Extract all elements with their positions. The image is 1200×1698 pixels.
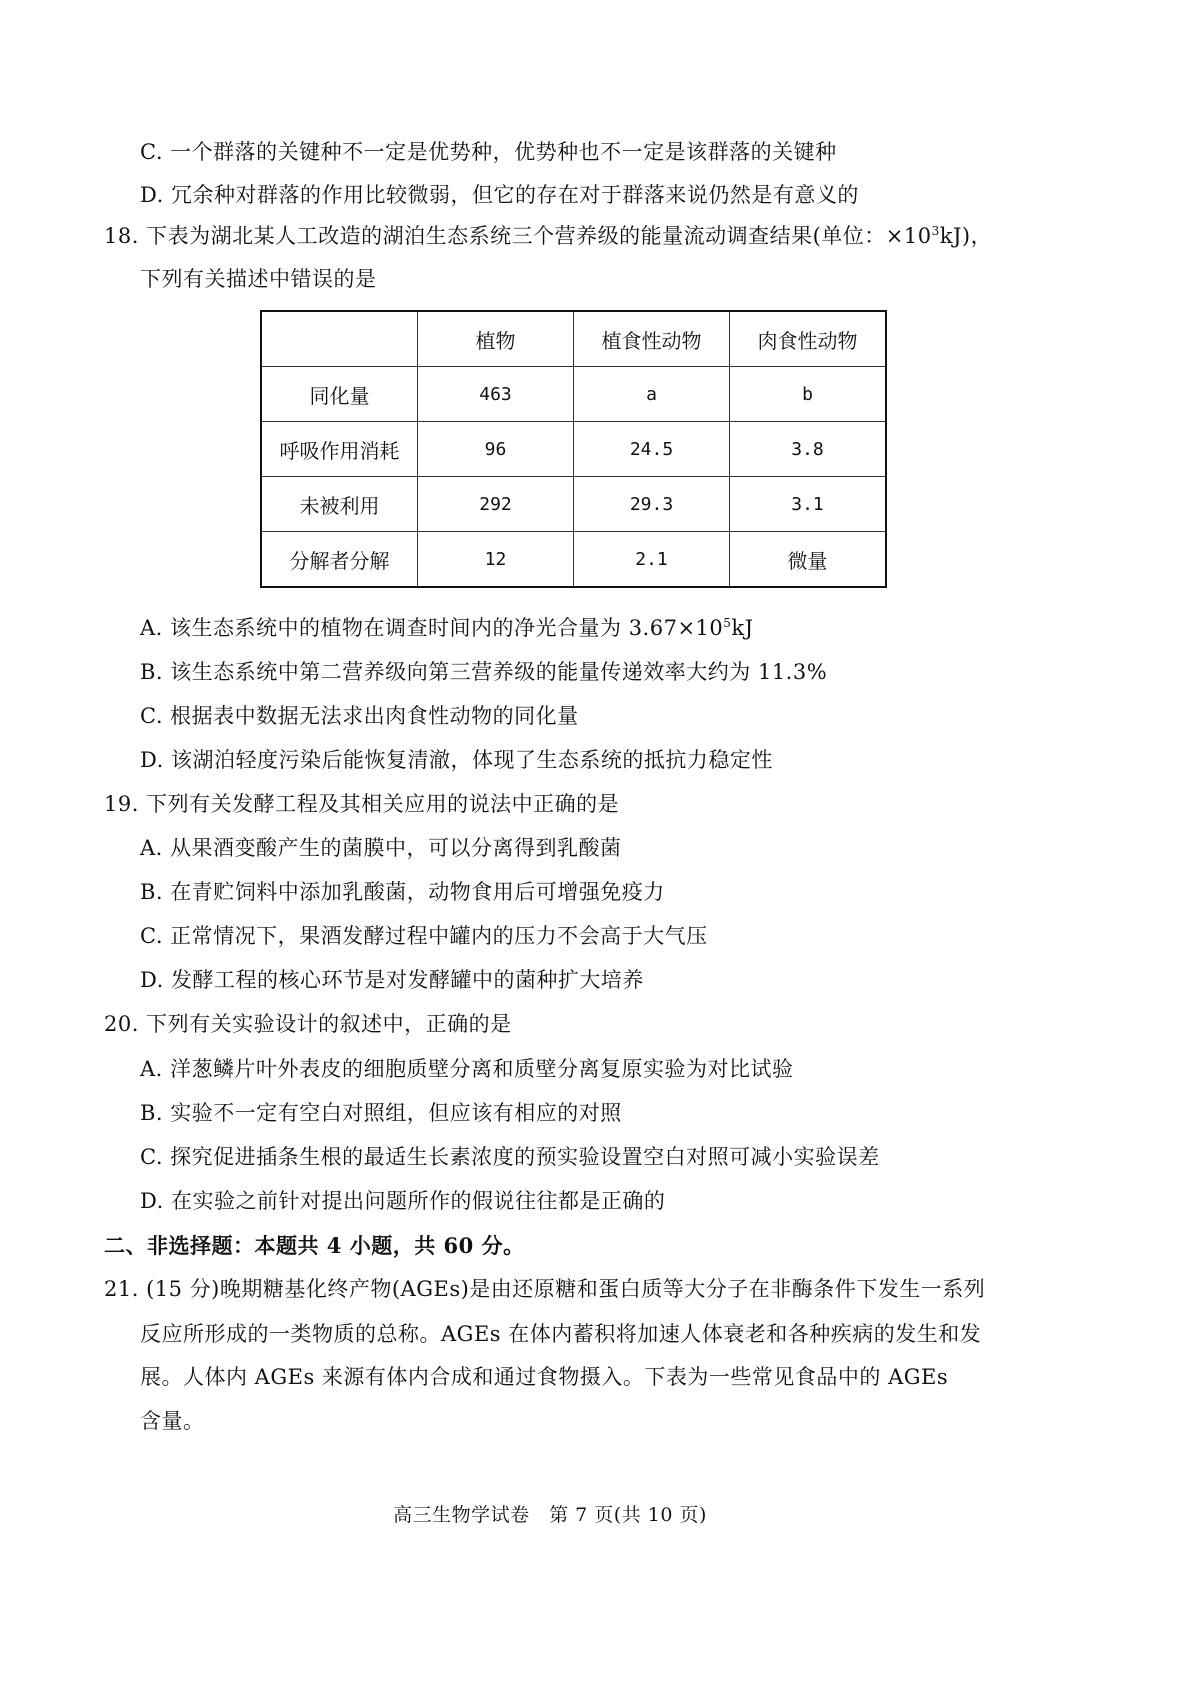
- table-cell: b: [730, 367, 887, 422]
- q21-line: 反应所形成的一类物质的总称。AGEs 在体内蓄积将加速人体衰老和各种疾病的发生和发: [140, 1322, 982, 1346]
- table-cell: a: [574, 367, 730, 422]
- table-row: [261, 422, 886, 477]
- q18-option-a: [140, 612, 754, 642]
- q18-option-a-text: A. 该生态系统中的植物在调查时间内的净光合量为 3.67×10: [140, 616, 724, 640]
- table-row: [261, 477, 886, 532]
- q18-option-c: C. 根据表中数据无法求出肉食性动物的同化量: [140, 704, 579, 728]
- q18-stem-unit: kJ)，: [939, 224, 993, 248]
- page-footer: 高三生物学试卷 第 7 页(共 10 页): [393, 1504, 707, 1526]
- table-row: [261, 367, 886, 422]
- q20-stem: 20. 下列有关实验设计的叙述中，正确的是: [104, 1012, 512, 1036]
- q20-option-c: C. 探究促进插条生根的最适生长素浓度的预实验设置空白对照可减小实验误差: [140, 1145, 880, 1169]
- q19-stem: 19. 下列有关发酵工程及其相关应用的说法中正确的是: [104, 792, 620, 816]
- q18-stem-text: 18. 下表为湖北某人工改造的湖泊生态系统三个营养级的能量流动调查结果(单位：×10: [104, 224, 932, 248]
- table-cell: 微量: [730, 532, 887, 588]
- q21-line: 展。人体内 AGEs 来源有体内合成和通过食物摄入。下表为一些常见食品中的 AGEs: [140, 1365, 949, 1389]
- q18-stem: [104, 220, 992, 250]
- table-cell: 2.1: [574, 532, 730, 588]
- table-header-cell: 肉食性动物: [730, 311, 887, 367]
- q19-option-b: B. 在青贮饲料中添加乳酸菌，动物食用后可增强免疫力: [140, 880, 665, 904]
- q20-option-d: D. 在实验之前针对提出问题所作的假说往往都是正确的: [140, 1189, 666, 1213]
- table-cell: 未被利用: [261, 477, 418, 532]
- table-row: [261, 532, 886, 588]
- q18-option-b: B. 该生态系统中第二营养级向第三营养级的能量传递效率大约为 11.3%: [140, 660, 828, 684]
- table-cell: 292: [418, 477, 574, 532]
- table-header-cell: 植物: [418, 311, 574, 367]
- table-header-row: [261, 311, 886, 367]
- table-cell: 12: [418, 532, 574, 588]
- q18-option-a-exponent: 5: [723, 616, 732, 630]
- section-heading: 二、非选择题：本题共 4 小题，共 60 分。: [104, 1233, 525, 1258]
- table-cell: 3.8: [730, 422, 887, 477]
- table-cell: 24.5: [574, 422, 730, 477]
- table-cell: 463: [418, 367, 574, 422]
- q18-option-a-unit: kJ: [731, 616, 754, 640]
- table-cell: 3.1: [730, 477, 887, 532]
- q19-option-c: C. 正常情况下，果酒发酵过程中罐内的压力不会高于大气压: [140, 924, 708, 948]
- table-cell: 分解者分解: [261, 532, 418, 588]
- table-cell: 29.3: [574, 477, 730, 532]
- table-cell: 96: [418, 422, 574, 477]
- q18-stem-exponent: 3: [931, 224, 940, 238]
- q20-option-b: B. 实验不一定有空白对照组，但应该有相应的对照: [140, 1101, 622, 1125]
- q19-option-a: A. 从果酒变酸产生的菌膜中，可以分离得到乳酸菌: [140, 836, 622, 860]
- q19-option-d: D. 发酵工程的核心环节是对发酵罐中的菌种扩大培养: [140, 968, 644, 992]
- table-header-cell: 植食性动物: [574, 311, 730, 367]
- q18-stem-line2: 下列有关描述中错误的是: [140, 267, 377, 291]
- q21-line: 含量。: [140, 1409, 205, 1433]
- energy-flow-table: [260, 310, 887, 588]
- q21-line: 21. (15 分)晚期糖基化终产物(AGEs)是由还原糖和蛋白质等大分子在非酶条件下发生一系列: [104, 1277, 986, 1301]
- table-cell: 呼吸作用消耗: [261, 422, 418, 477]
- table-cell: 同化量: [261, 367, 418, 422]
- q20-option-a: A. 洋葱鳞片叶外表皮的细胞质壁分离和质壁分离复原实验为对比试验: [140, 1057, 794, 1081]
- q17-option-c: C. 一个群落的关键种不一定是优势种，优势种也不一定是该群落的关键种: [140, 140, 837, 164]
- table-header-cell: [261, 311, 418, 367]
- q17-option-d: D. 冗余种对群落的作用比较微弱，但它的存在对于群落来说仍然是有意义的: [140, 183, 859, 207]
- q18-option-d: D. 该湖泊轻度污染后能恢复清澈，体现了生态系统的抵抗力稳定性: [140, 748, 773, 772]
